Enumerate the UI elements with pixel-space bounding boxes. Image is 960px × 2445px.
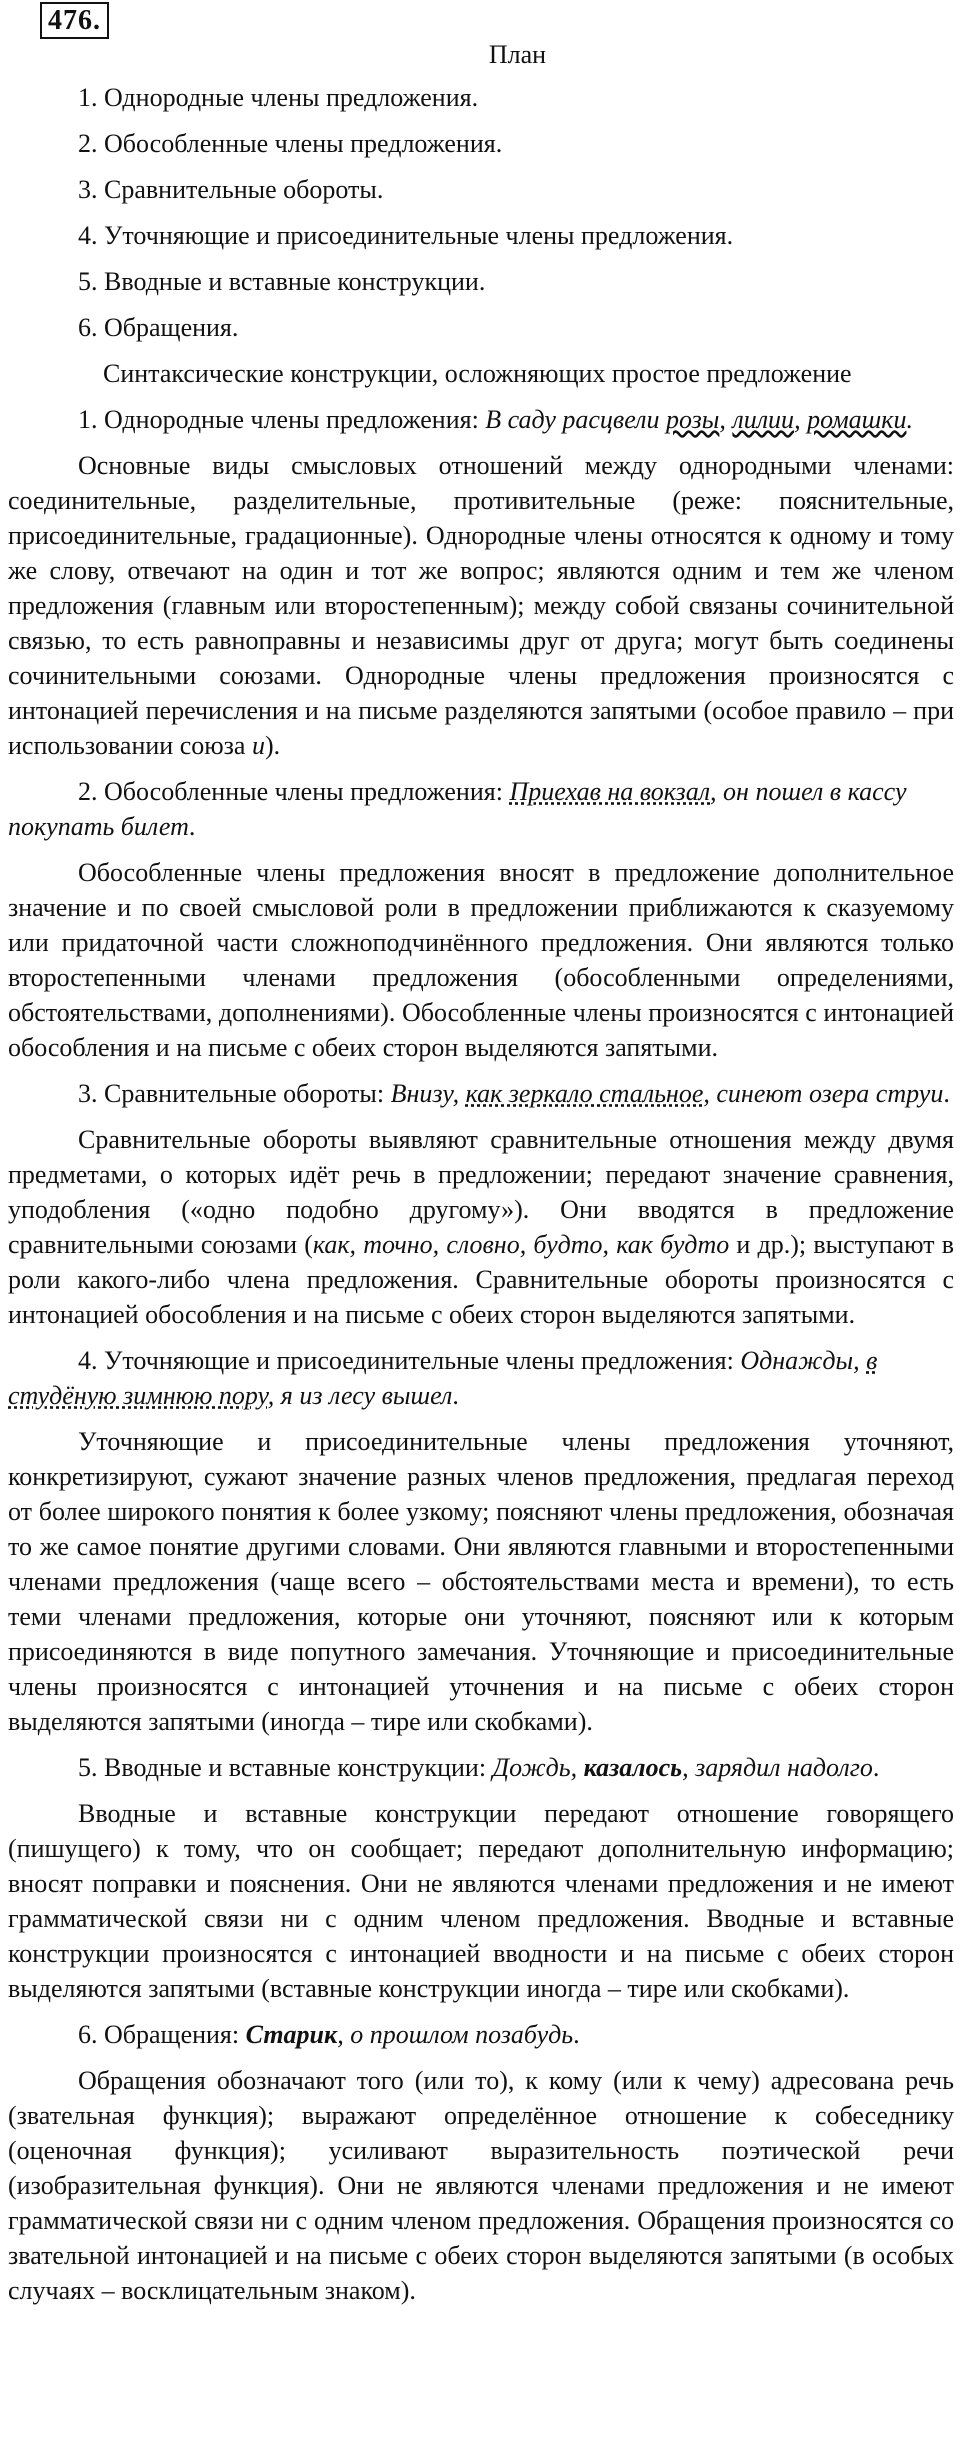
example-text: Дождь, xyxy=(492,1753,584,1782)
body-text: Сравнительные обороты выявляют сравнительные отношения между двумя предметами, о которых идёт речь в предложении; передают значение сравнения, уподобления («одно подобно другому»). Они вводятся в предложение сравнительными союзами ( xyxy=(8,1125,954,1259)
example-text: , я из лесу вышел xyxy=(267,1381,453,1410)
plan-list xyxy=(8,80,954,345)
example-word: казалось xyxy=(583,1753,683,1782)
body-text: и др.); выступают в роли какого-либо члена предложения. Сравнительные обороты произносятся с интонацией обособления и на письме с обеих сторон выделяются запятыми. xyxy=(8,1230,954,1329)
heading-text: 4. Уточняющие и присоединительные члены предложения: xyxy=(78,1346,741,1375)
example-text: Однажды, xyxy=(740,1346,867,1375)
plan-item: 3. Сравнительные обороты. xyxy=(78,175,384,204)
section-1-body xyxy=(8,448,954,763)
plan-item: 5. Вводные и вставные конструкции. xyxy=(78,267,486,296)
essay-title: Синтаксические конструкции, осложняющих простое предложение xyxy=(103,359,852,388)
example-text: , xyxy=(794,405,808,434)
example-text: . xyxy=(872,1753,880,1782)
example-text: . xyxy=(906,405,913,434)
section-4-heading xyxy=(8,1343,954,1413)
section-6-heading xyxy=(8,2017,954,2052)
example-text: . xyxy=(188,812,196,841)
example-word: ромашки xyxy=(807,405,907,434)
example-text: , синеют озера струи xyxy=(703,1079,944,1108)
example-phrase: как зеркало стальное xyxy=(465,1079,704,1108)
example-word: розы xyxy=(665,405,720,434)
example-word: лилии xyxy=(732,405,795,434)
section-5-heading xyxy=(8,1750,954,1785)
example-text: В саду расцвели xyxy=(485,405,666,434)
section-3-heading xyxy=(8,1076,954,1111)
exercise-number: 476. xyxy=(40,2,109,39)
heading-text: 2. Обособленные члены предложения: xyxy=(78,777,510,806)
example-phrase: Приехав на вокзал xyxy=(509,777,711,806)
section-2-body: Обособленные члены предложения вносят в предложение дополнительное значение и по своей смысловой роли в предложении приближаются к сказуемому или придаточной части сложноподчинённого предложения. Они являются только второстепенными членами предложения (обособленными определениями, обстоятельствами, дополнениями). Обособленные члены произносятся с интонацией обособления и на письме с обеих сторон выделяются запятыми. xyxy=(8,858,954,1062)
example-text: . xyxy=(943,1079,950,1108)
example-text: , зарядил надолго xyxy=(682,1753,873,1782)
plan-item: 1. Однородные члены предложения. xyxy=(78,83,479,112)
example-text: Внизу, xyxy=(390,1079,466,1108)
text-column xyxy=(8,80,954,2319)
section-5-body: Вводные и вставные конструкции передают отношение говорящего (пишущего) к тому, что он сообщает; передают дополнительную информацию; вносят поправки и пояснения. Они не являются членами предложения и не имеют грамматической связи ни с одним членом предложения. Вводные и вставные конструкции произносятся с интонацией вводности и на письме с обеих сторон выделяются запятыми (вставные конструкции иногда – тире или скобками). xyxy=(8,1799,954,2003)
body-italic: и xyxy=(251,731,265,760)
heading-text: 3. Сравнительные обороты: xyxy=(78,1079,391,1108)
body-text: ). xyxy=(264,731,281,760)
plan-title: План xyxy=(488,40,547,69)
example-text: . xyxy=(452,1381,459,1410)
body-text: Основные виды смысловых отношений между однородными членами: соединительные, разделительные, противительные (реже: пояснительные, присоединительные, градационные). Однородные члены относятся к одному и тому же слову, отвечают на один и тот же вопрос; являются одним и тем же членом предложения (главным или второстепенным); между собой связаны сочинительной связью, то есть равноправны и независимы друг от друга; могут быть соединены сочинительными союзами. Однородные члены предложения произносятся с интонацией перечисления и на письме разделяются запятыми (особое правило – при использовании союза xyxy=(8,451,954,760)
section-2-heading xyxy=(8,774,954,844)
example-text: . xyxy=(573,2020,580,2049)
section-1-heading xyxy=(8,402,954,437)
heading-text: 1. Однородные члены предложения: xyxy=(78,405,486,434)
plan-item: 2. Обособленные члены предложения. xyxy=(78,129,503,158)
example-word: Старик xyxy=(245,2020,338,2049)
section-6-body: Обращения обозначают того (или то), к кому (или к чему) адресована речь (звательная функция); выражают определённое отношение к собеседнику (оценочная функция); усиливают выразительность поэтической речи (изобразительная функция). Они не являются членами предложения и не имеют грамматической связи ни с одним членом предложения. Обращения произносятся со звательной интонацией и на письме с обеих сторон выделяются запятыми (в особых случаях – восклицательным знаком). xyxy=(8,2066,954,2305)
body-italic: как, точно, словно, будто, как будто xyxy=(312,1230,730,1259)
heading-text: 6. Обращения: xyxy=(78,2020,246,2049)
plan-item: 6. Обращения. xyxy=(78,313,239,342)
example-text: , xyxy=(719,405,733,434)
example-text: , о прошлом позабудь xyxy=(337,2020,574,2049)
example-text: , он пошел в кассу покупать билет xyxy=(8,777,907,841)
section-3-body xyxy=(8,1122,954,1332)
section-4-body: Уточняющие и присоединительные члены предложения уточняют, конкретизируют, сужают значение разных членов предложения, предлагая переход от более широкого понятия к более узкому; поясняют члены предложения, обозначая то же самое понятие другими словами. Они являются главными и второстепенными членами предложения (чаще всего – обстоятельствами места и времени), то есть теми членами предложения, которые они уточняют, поясняют или к которым присоединяются в виде попутного замечания. Уточняющие и присоединительные члены произносятся с интонацией уточнения и на письме с обеих сторон выделяются запятыми (иногда – тире или скобками). xyxy=(8,1427,954,1736)
heading-text: 5. Вводные и вставные конструкции: xyxy=(78,1753,493,1782)
plan-item: 4. Уточняющие и присоединительные члены предложения. xyxy=(78,221,734,250)
example-phrase: в студёную зимнюю пору xyxy=(8,1346,878,1410)
